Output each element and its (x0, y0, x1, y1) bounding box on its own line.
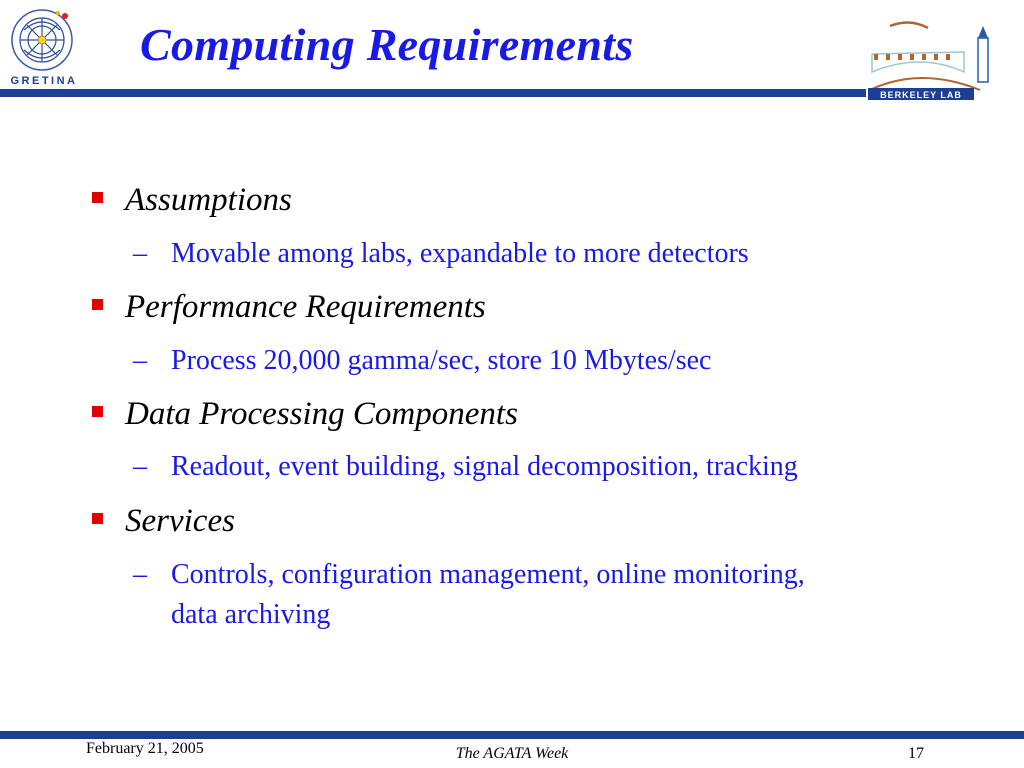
footer-rule (0, 731, 1024, 739)
bullet-square-icon (92, 192, 103, 203)
sub-bullet-text: Readout, event building, signal decomposition, tracking (171, 451, 798, 482)
dash-marker: – (133, 559, 147, 590)
sub-bullet-item (133, 234, 891, 274)
bullet-square-icon (92, 513, 103, 524)
gretina-logo-text: GRETINA (10, 75, 78, 87)
bullet-square-icon (92, 406, 103, 417)
dash-marker: – (133, 451, 147, 482)
berkeley-lab-logo-text: BERKELEY LAB (880, 90, 962, 100)
sub-bullet-text: Movable among labs, expandable to more detectors (171, 238, 749, 269)
bullet-label: Performance Requirements (125, 289, 486, 325)
sub-bullet-item (133, 341, 891, 381)
bullet-label: Data Processing Components (125, 396, 518, 432)
slide-title: Computing Requirements (140, 19, 634, 70)
dash-marker: – (133, 345, 147, 376)
sub-bullet-item (133, 555, 811, 635)
bullet-item (92, 503, 235, 540)
dash-marker: – (133, 238, 147, 269)
gretina-logo (2, 4, 86, 88)
bullet-item (92, 396, 518, 433)
header-rule (0, 89, 866, 97)
bullet-label: Services (125, 503, 235, 539)
sub-bullet-text: Process 20,000 gamma/sec, store 10 Mbytes/sec (171, 345, 712, 376)
bullet-label: Assumptions (125, 182, 292, 218)
bullet-item (92, 289, 486, 326)
sub-bullet-item (133, 447, 891, 487)
sub-bullet-text: Controls, configuration management, online monitoring, data archiving (171, 559, 805, 630)
footer-date: February 21, 2005 (86, 740, 204, 757)
bullet-square-icon (92, 299, 103, 310)
bullet-item (92, 182, 292, 219)
page-number: 17 (908, 745, 924, 762)
berkeley-lab-logo (860, 12, 1010, 104)
footer-event-title: The AGATA Week (455, 745, 569, 762)
